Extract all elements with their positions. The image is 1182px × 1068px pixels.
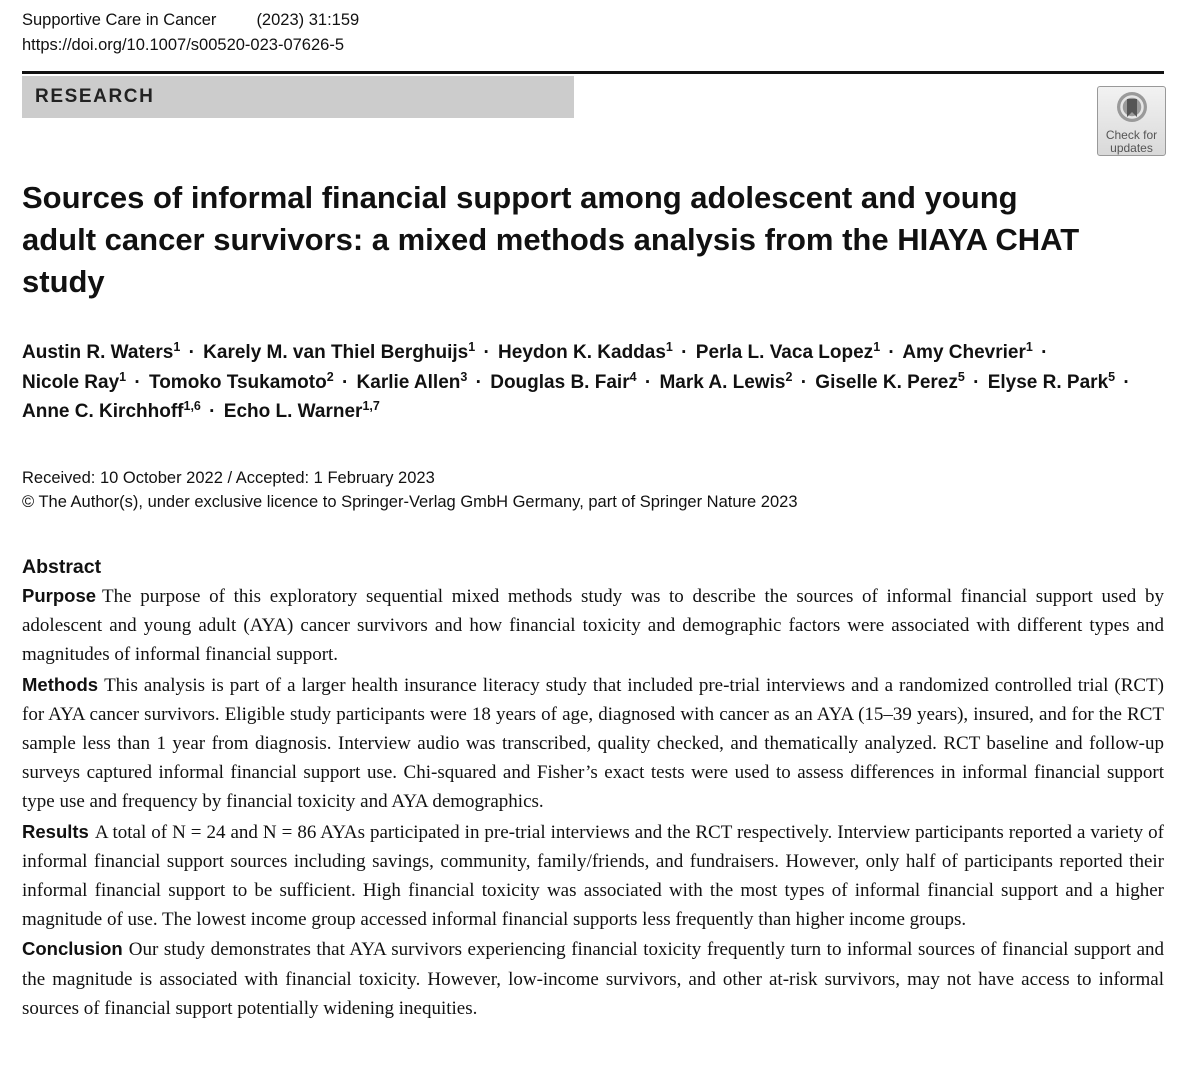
author[interactable] (498, 342, 673, 363)
author-name: Austin R. Waters (22, 342, 174, 363)
badge-text: Check for updates (1105, 128, 1158, 155)
article-header (22, 8, 359, 58)
methods-label: Methods (22, 673, 99, 695)
author-name: Elyse R. Park (987, 371, 1109, 393)
author-affiliation: 5 (1108, 369, 1116, 384)
author-affiliation: 4 (629, 369, 637, 384)
author-affiliation: 1 (873, 340, 881, 354)
journal-name: Supportive Care in Cancer (22, 11, 217, 29)
abstract-purpose (22, 581, 1164, 670)
author-list (22, 338, 1172, 427)
methods-text: This analysis is part of a larger health insurance literacy study that included pre-trial interviews and a randomized controlled trial (RCT) for AYA cancer survivors. Eligible study participants were 18 years of age, diagnosed with cancer as an AYA (15–39 years), insured, and for the RCT sample less than 1 year from diagnosis. Interview audio was transcribed, quality checked, and thematically analyzed. RCT baseline and follow-up surveys captured informal financial support use. Chi-squared and Fisher’s exact tests were used to assess differences in informal financial support type use and frequency by financial toxicity and AYA demographics. (22, 674, 1164, 813)
author-separator: · (644, 371, 652, 393)
section-label: RESEARCH (35, 86, 155, 107)
author-name: Tomoko Tsukamoto (149, 371, 327, 393)
conclusion-label: Conclusion (22, 938, 123, 960)
abstract-conclusion (22, 934, 1164, 1023)
author[interactable] (490, 369, 637, 393)
author[interactable] (815, 369, 965, 393)
author-name: Anne C. Kirchhoff (22, 401, 184, 422)
author[interactable] (987, 369, 1116, 393)
author-affiliation: 1,7 (362, 399, 380, 413)
author-name: Heydon K. Kaddas (498, 342, 666, 363)
author-separator: · (209, 401, 216, 422)
abstract (22, 553, 1164, 1023)
author[interactable] (149, 369, 334, 393)
author-name: Nicole Ray (22, 371, 120, 393)
author[interactable] (203, 342, 475, 363)
purpose-text: The purpose of this exploratory sequential mixed methods study was to describe the sources of informal financial support used by adolescent and young adult (AYA) cancer survivors and how financial toxicity and demographic factors were associated with different types and magnitudes of informal financial support. (22, 586, 1164, 666)
author-separator: · (888, 342, 895, 363)
check-for-updates-badge[interactable] (1097, 86, 1166, 156)
author-affiliation: 1 (468, 340, 476, 354)
author-separator: · (1041, 342, 1048, 363)
results-text: A total of N = 24 and N = 86 AYAs participated in pre-trial interviews and the RCT respectively. Interview participants reported a variety of informal financial support sources including savings, community, family/friends, and fundraisers. However, only half of participants reported their informal financial support to be sufficient. High financial toxicity was associated with the most types of informal financial support and a higher magnitude of use. The lowest income group accessed informal financial supports less frequently than higher income groups. (22, 821, 1164, 931)
author-affiliation: 1 (119, 369, 127, 384)
author[interactable] (22, 369, 127, 393)
year-volume: (2023) 31:159 (256, 11, 360, 29)
author-name: Amy Chevrier (902, 342, 1026, 363)
author-separator: · (341, 371, 349, 393)
abstract-results (22, 817, 1164, 935)
article-title: Sources of informal financial support among adolescent and young adult cancer survivors: a mixed methods analysis from the HIAYA CHAT study (22, 180, 1080, 299)
author-affiliation: 2 (785, 369, 793, 384)
author-name: Giselle K. Perez (815, 371, 958, 393)
author-affiliation: 1 (665, 340, 673, 354)
author-separator: · (681, 342, 688, 363)
author[interactable] (22, 401, 201, 422)
author-name: Echo L. Warner (223, 401, 363, 422)
author-name: Karely M. van Thiel Berghuijs (203, 342, 469, 363)
publication-dates (22, 466, 798, 514)
author[interactable] (224, 401, 380, 422)
author[interactable] (902, 342, 1033, 363)
author-separator: · (483, 342, 490, 363)
author-name: Mark A. Lewis (659, 371, 786, 393)
abstract-heading: Abstract (22, 556, 102, 578)
author-affiliation: 3 (460, 369, 468, 384)
copyright: © The Author(s), under exclusive licence to Springer-Verlag GmbH Germany, part of Springer Nature 2023 (22, 493, 798, 511)
author[interactable] (22, 342, 180, 363)
author-separator: · (188, 342, 195, 363)
doi-link[interactable]: https://doi.org/10.1007/s00520-023-07626-5 (22, 36, 344, 54)
author-name: Douglas B. Fair (490, 371, 630, 393)
author[interactable] (659, 369, 793, 393)
author-separator: · (1123, 371, 1130, 393)
purpose-label: Purpose (22, 585, 97, 606)
received-accepted: Received: 10 October 2022 / Accepted: 1 February 2023 (22, 469, 435, 487)
author-affiliation: 2 (326, 369, 334, 384)
author-name: Karlie Allen (356, 371, 461, 393)
author[interactable] (356, 369, 468, 393)
author-separator: · (475, 371, 482, 393)
author-separator: · (134, 371, 141, 393)
author-affiliation: 1 (173, 340, 181, 354)
author-separator: · (800, 371, 808, 393)
author-affiliation: 1 (1025, 340, 1033, 354)
author-name: Perla L. Vaca Lopez (695, 342, 874, 363)
bookmark-icon (1115, 91, 1149, 127)
author-affiliation: 5 (957, 369, 965, 384)
results-label: Results (22, 820, 89, 842)
author-separator: · (973, 371, 980, 393)
conclusion-text: Our study demonstrates that AYA survivors experiencing financial toxicity frequently turn to informal sources of financial support and the magnitude is associated with financial toxicity. However, low-income survivors, and other at-risk survivors, may not have access to informal sources of financial support potentially widening inequities. (22, 939, 1164, 1019)
author-affiliation: 1,6 (183, 399, 201, 413)
abstract-methods (22, 670, 1164, 817)
header-rule (22, 71, 1164, 74)
author[interactable] (696, 342, 880, 363)
